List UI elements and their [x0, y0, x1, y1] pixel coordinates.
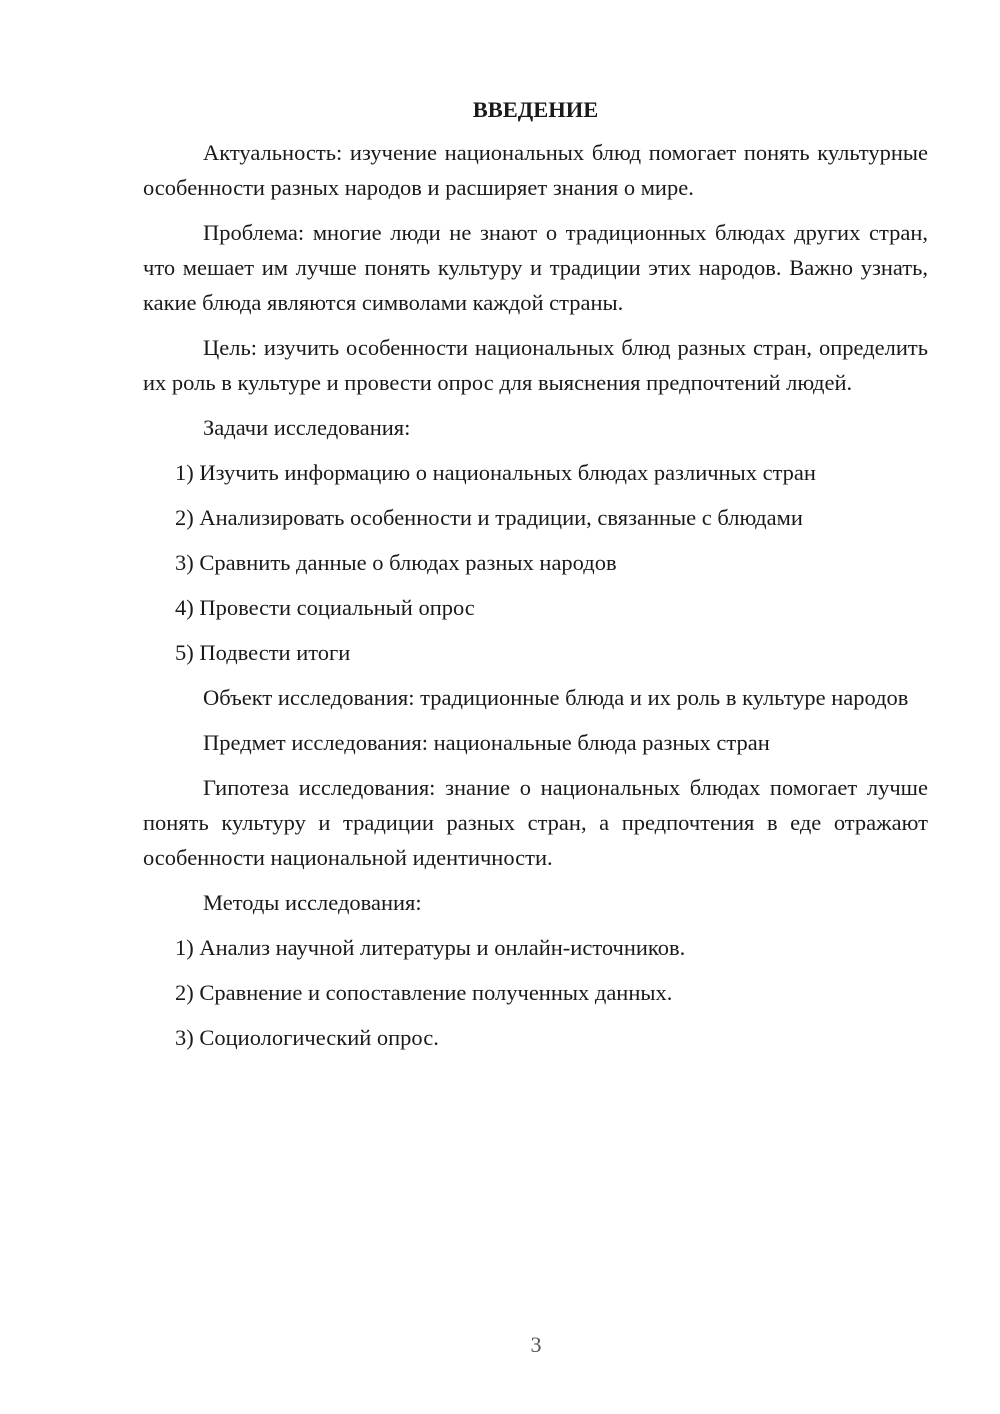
subject-paragraph: Предмет исследования: национальные блюда разных стран: [203, 730, 770, 755]
hypothesis-paragraph: Гипотеза исследования: знание о национальных блюдах помогает лучше понять культуру и традиции разных стран, а предпочтения в еде отражают особенности национальной идентичности.: [143, 775, 928, 870]
methods-list: [143, 930, 928, 1055]
tasks-list: [143, 455, 928, 670]
list-item: 4) Провести социальный опрос: [175, 595, 475, 620]
object-paragraph: Объект исследования: традиционные блюда и их роль в культуре народов: [203, 685, 909, 710]
tasks-heading: Задачи исследования:: [203, 415, 411, 440]
list-item: 3) Социологический опрос.: [175, 1025, 439, 1050]
document-page: [143, 92, 928, 1065]
page-title: ВВЕДЕНИЕ: [472, 97, 599, 122]
problem-paragraph: Проблема: многие люди не знают о традиционных блюдах других стран, что мешает им лучше понять культуру и традиции этих народов. Важно узнать, какие блюда являются символами каждой страны.: [143, 220, 928, 315]
list-item: 2) Анализировать особенности и традиции, связанные с блюдами: [175, 505, 803, 530]
list-item: 5) Подвести итоги: [175, 640, 351, 665]
methods-heading: Методы исследования:: [203, 890, 422, 915]
list-item: 2) Сравнение и сопоставление полученных данных.: [175, 980, 673, 1005]
relevance-paragraph: Актуальность: изучение национальных блюд помогает понять культурные особенности разных народов и расширяет знания о мире.: [143, 140, 928, 200]
list-item: 1) Изучить информацию о национальных блюдах различных стран: [175, 460, 816, 485]
goal-paragraph: Цель: изучить особенности национальных блюд разных стран, определить их роль в культуре и провести опрос для выяснения предпочтений людей.: [143, 335, 928, 395]
list-item: 3) Сравнить данные о блюдах разных народов: [175, 550, 617, 575]
list-item: 1) Анализ научной литературы и онлайн-источников.: [175, 935, 686, 960]
page-number: 3: [530, 1332, 542, 1357]
